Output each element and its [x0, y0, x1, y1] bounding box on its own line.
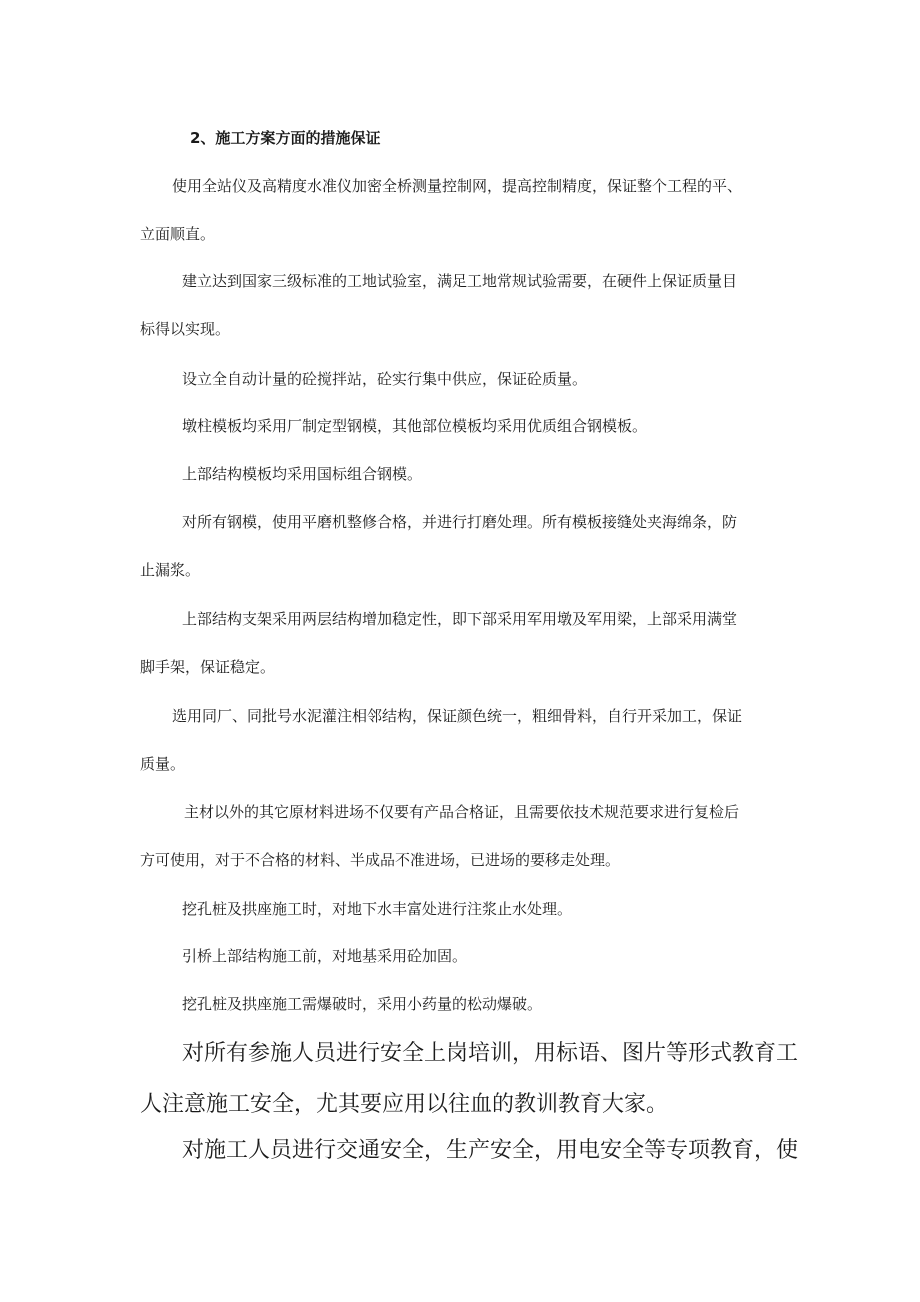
- paragraph-line: 挖孔桩及拱座施工需爆破时，采用小药量的松动爆破。: [182, 995, 543, 1013]
- paragraph-line-large: 人注意施工安全，尤其要应用以往血的教训教育大家。: [140, 1092, 669, 1117]
- paragraph-line: 对所有钢模，使用平磨机整修合格，并进行打磨处理。所有模板接缝处夹海绵条，防: [182, 513, 738, 531]
- paragraph-line-large: 对所有参施人员进行安全上岗培训，用标语、图片等形式教育工: [182, 1041, 799, 1066]
- paragraph-line: 挖孔桩及拱座施工时，对地下水丰富处进行注浆止水处理。: [182, 900, 573, 918]
- paragraph-line: 质量。: [140, 755, 186, 773]
- paragraph-line: 使用全站仪及高精度水准仪加密全桥测量控制网，提高控制精度，保证整个工程的平、: [172, 177, 743, 195]
- paragraph-line: 脚手架，保证稳定。: [140, 658, 276, 676]
- paragraph-line: 方可使用，对于不合格的材料、半成品不准进场，已进场的要移走处理。: [140, 851, 621, 869]
- paragraph-line-large: 对施工人员进行交通安全，生产安全，用电安全等专项教育，使: [182, 1138, 799, 1163]
- paragraph-line: 上部结构模板均采用国标组合钢模。: [182, 465, 423, 483]
- paragraph-line: 上部结构支架采用两层结构增加稳定性，即下部采用军用墩及军用梁，上部采用满堂: [182, 610, 738, 628]
- paragraph-line: 建立达到国家三级标准的工地试验室，满足工地常规试验需要，在硬件上保证质量目: [182, 272, 738, 290]
- paragraph-line: 墩柱模板均采用厂制定型钢模，其他部位模板均采用优质组合钢模板。: [182, 417, 648, 435]
- paragraph-line: 标得以实现。: [140, 320, 231, 338]
- paragraph-line: 立面顺直。: [140, 225, 216, 243]
- paragraph-line: 主材以外的其它原材料进场不仅要有产品合格证，且需要依技术规范要求进行复检后: [184, 803, 740, 821]
- section-heading: 2、施工方案方面的措施保证: [190, 129, 381, 147]
- paragraph-line: 选用同厂、同批号水泥灌注相邻结构，保证颜色统一，粗细骨料，自行开采加工，保证: [172, 707, 743, 725]
- paragraph-line: 止漏浆。: [140, 561, 201, 579]
- paragraph-line: 引桥上部结构施工前，对地基采用砼加固。: [182, 947, 468, 965]
- paragraph-line: 设立全自动计量的砼搅拌站，砼实行集中供应，保证砼质量。: [182, 370, 588, 388]
